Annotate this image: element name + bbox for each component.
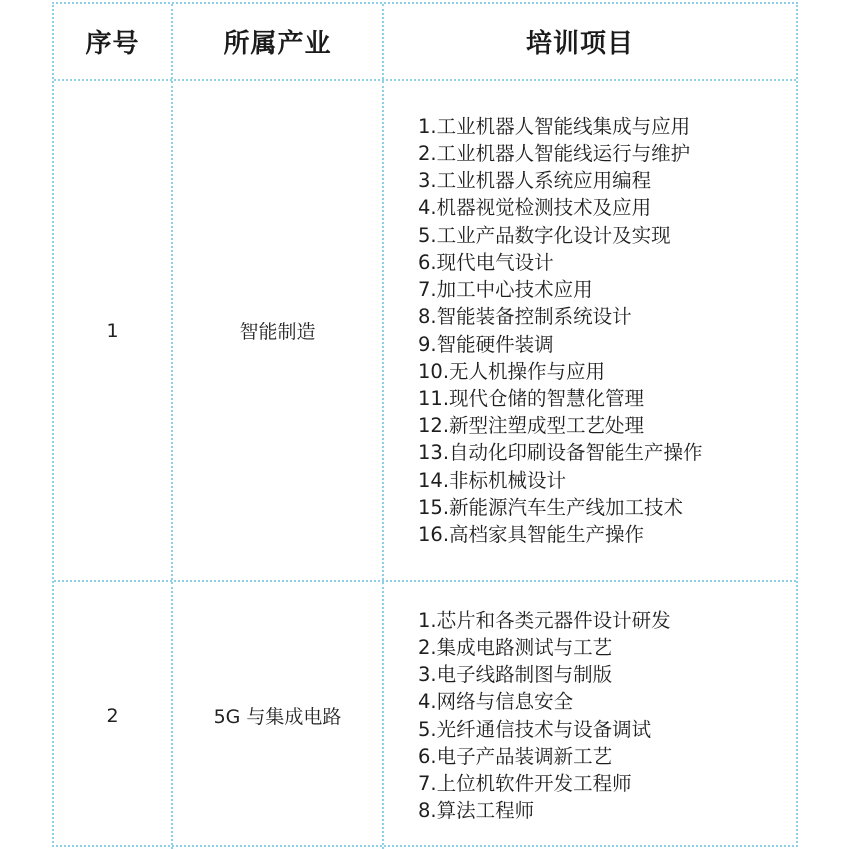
list-item: 12.新型注塑成型工艺处理: [418, 414, 645, 438]
list-item: 5.光纤通信技术与设备调试: [418, 717, 652, 741]
table-row: [54, 582, 796, 849]
row-index: 1: [106, 319, 119, 342]
header-projects-label: 培训项目: [526, 29, 635, 59]
header-cell-index: [54, 4, 173, 79]
list-item: 2.集成电路测试与工艺: [418, 635, 613, 659]
list-item: 10.无人机操作与应用: [418, 359, 606, 383]
row-index: 2: [106, 704, 119, 727]
row-industry: 智能制造: [239, 321, 316, 343]
row-index-cell: [54, 582, 173, 849]
list-item: 11.现代仓储的智慧化管理: [418, 386, 645, 410]
table-row: [54, 81, 796, 582]
list-item: 13.自动化印刷设备智能生产操作: [418, 441, 703, 465]
list-item: 1.工业机器人智能线集成与应用: [418, 114, 691, 138]
list-item: 14.非标机械设计: [418, 468, 567, 492]
list-item: 3.电子线路制图与制版: [418, 663, 613, 687]
row-index-cell: [54, 81, 173, 580]
header-industry-label: 所属产业: [223, 29, 332, 59]
row-industry: 5G 与集成电路: [213, 706, 342, 728]
list-item: 5.工业产品数字化设计及实现: [418, 223, 671, 247]
project-list: [418, 607, 671, 825]
row-industry-cell: [173, 582, 384, 849]
list-item: 7.加工中心技术应用: [418, 278, 593, 302]
list-item: 9.智能硬件装调: [418, 332, 554, 356]
list-item: 16.高档家具智能生产操作: [418, 522, 645, 546]
project-list: [418, 113, 703, 548]
row-projects-cell: [384, 81, 796, 580]
header-cell-industry: [173, 4, 384, 79]
list-item: 6.现代电气设计: [418, 250, 554, 274]
list-item: 8.智能装备控制系统设计: [418, 305, 632, 329]
list-item: 1.芯片和各类元器件设计研发: [418, 608, 671, 632]
list-item: 3.工业机器人系统应用编程: [418, 169, 652, 193]
list-item: 2.工业机器人智能线运行与维护: [418, 142, 691, 166]
header-index-label: 序号: [85, 29, 140, 59]
header-cell-projects: [384, 4, 796, 79]
row-projects-cell: [384, 582, 796, 849]
list-item: 4.机器视觉检测技术及应用: [418, 196, 652, 220]
list-item: 8.算法工程师: [418, 799, 535, 823]
list-item: 7.上位机软件开发工程师: [418, 771, 632, 795]
table-header-row: [54, 4, 796, 81]
row-industry-cell: [173, 81, 384, 580]
list-item: 4.网络与信息安全: [418, 690, 574, 714]
list-item: 6.电子产品装调新工艺: [418, 744, 613, 768]
training-table: [52, 2, 798, 847]
list-item: 15.新能源汽车生产线加工技术: [418, 495, 684, 519]
